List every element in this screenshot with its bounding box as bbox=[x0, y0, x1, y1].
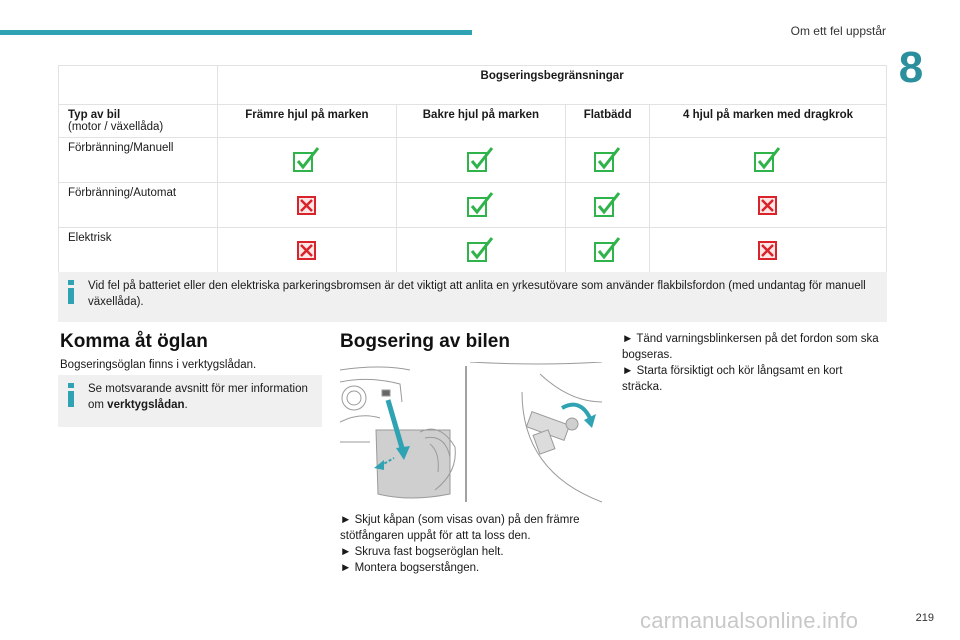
column-header: Flatbädd bbox=[566, 105, 650, 138]
towing-eye-illustration bbox=[340, 362, 602, 506]
column-header: Bakre hjul på marken bbox=[396, 105, 566, 138]
section-heading-bogsering: Bogsering av bilen bbox=[340, 331, 510, 352]
table-group-header-row bbox=[59, 66, 887, 105]
watermark: carmanualsonline.info bbox=[640, 608, 859, 633]
mark-cell bbox=[396, 138, 566, 183]
mark-cell bbox=[650, 228, 887, 273]
toolbox-note-bold: verktygslådan bbox=[107, 399, 185, 411]
mark-cell bbox=[218, 138, 396, 183]
towing-eye-screw-illustration bbox=[470, 362, 602, 502]
page-number: 219 bbox=[915, 612, 934, 624]
row-label: Förbränning/Manuell bbox=[59, 138, 218, 183]
step-item: ► Tänd varningsblinkersen på det fordon som ska bogseras. bbox=[622, 333, 879, 361]
check-icon bbox=[593, 192, 623, 218]
check-icon bbox=[292, 147, 322, 173]
mark-cell bbox=[218, 228, 396, 273]
rotate-arrow-icon bbox=[562, 405, 590, 418]
cross-icon bbox=[753, 192, 783, 218]
chapter-number: 8 bbox=[898, 43, 924, 92]
cross-icon bbox=[753, 237, 783, 263]
type-header-cell bbox=[59, 105, 218, 138]
mark-cell bbox=[566, 228, 650, 273]
towing-limits-table bbox=[58, 65, 887, 273]
section-title: Om ett fel uppstår bbox=[790, 24, 886, 38]
mark-cell bbox=[650, 183, 887, 228]
info-note-battery bbox=[58, 272, 887, 322]
step-item: ► Montera bogserstången. bbox=[340, 562, 480, 574]
type-subheader: (motor / växellåda) bbox=[68, 121, 164, 133]
table-row bbox=[59, 228, 887, 273]
mark-cell bbox=[396, 183, 566, 228]
section-heading-komma: Komma åt öglan bbox=[60, 331, 208, 352]
header-accent-bar bbox=[0, 30, 472, 35]
column-header: 4 hjul på marken med dragkrok bbox=[650, 105, 887, 138]
mark-cell bbox=[396, 228, 566, 273]
toolbox-note-suffix: . bbox=[184, 399, 188, 411]
mark-cell bbox=[218, 183, 396, 228]
info-note-text: Vid fel på batteriet eller den elektriska parkeringsbromsen är det viktigt att anlita en yrkesutövare som använder flakbilsfordon (med undantag för manuell växellåda). bbox=[88, 280, 866, 308]
table-row bbox=[59, 138, 887, 183]
step-item: ► Skruva fast bogseröglan helt. bbox=[340, 546, 504, 558]
cross-icon bbox=[292, 237, 322, 263]
mark-cell bbox=[566, 183, 650, 228]
info-note-toolbox bbox=[58, 375, 322, 427]
row-label: Elektrisk bbox=[59, 228, 218, 273]
check-icon bbox=[593, 237, 623, 263]
column-header: Främre hjul på marken bbox=[218, 105, 396, 138]
towing-steps-right bbox=[622, 331, 884, 395]
komma-text: Bogseringsöglan finns i verktygslådan. bbox=[60, 359, 257, 371]
check-icon bbox=[466, 237, 496, 263]
check-icon bbox=[466, 147, 496, 173]
towing-steps-middle bbox=[340, 512, 602, 576]
table-corner-cell bbox=[59, 66, 218, 105]
check-icon bbox=[466, 192, 496, 218]
check-icon bbox=[753, 147, 783, 173]
mark-cell bbox=[566, 138, 650, 183]
info-icon bbox=[68, 383, 74, 407]
type-header: Typ av bil bbox=[68, 109, 121, 121]
table-row bbox=[59, 183, 887, 228]
step-item: ► Skjut kåpan (som visas ovan) på den främre stötfångaren uppåt för att ta loss den. bbox=[340, 514, 580, 542]
group-header: Bogseringsbegränsningar bbox=[218, 66, 887, 105]
info-icon bbox=[68, 280, 74, 304]
step-item: ► Starta försiktigt och kör långsamt en kort sträcka. bbox=[622, 365, 843, 393]
table-column-header-row bbox=[59, 105, 887, 138]
check-icon bbox=[593, 147, 623, 173]
mark-cell bbox=[650, 138, 887, 183]
toolbox-note-prefix: Se motsvarande avsnitt för mer information om bbox=[88, 383, 308, 411]
cross-icon bbox=[292, 192, 322, 218]
row-label: Förbränning/Automat bbox=[59, 183, 218, 228]
